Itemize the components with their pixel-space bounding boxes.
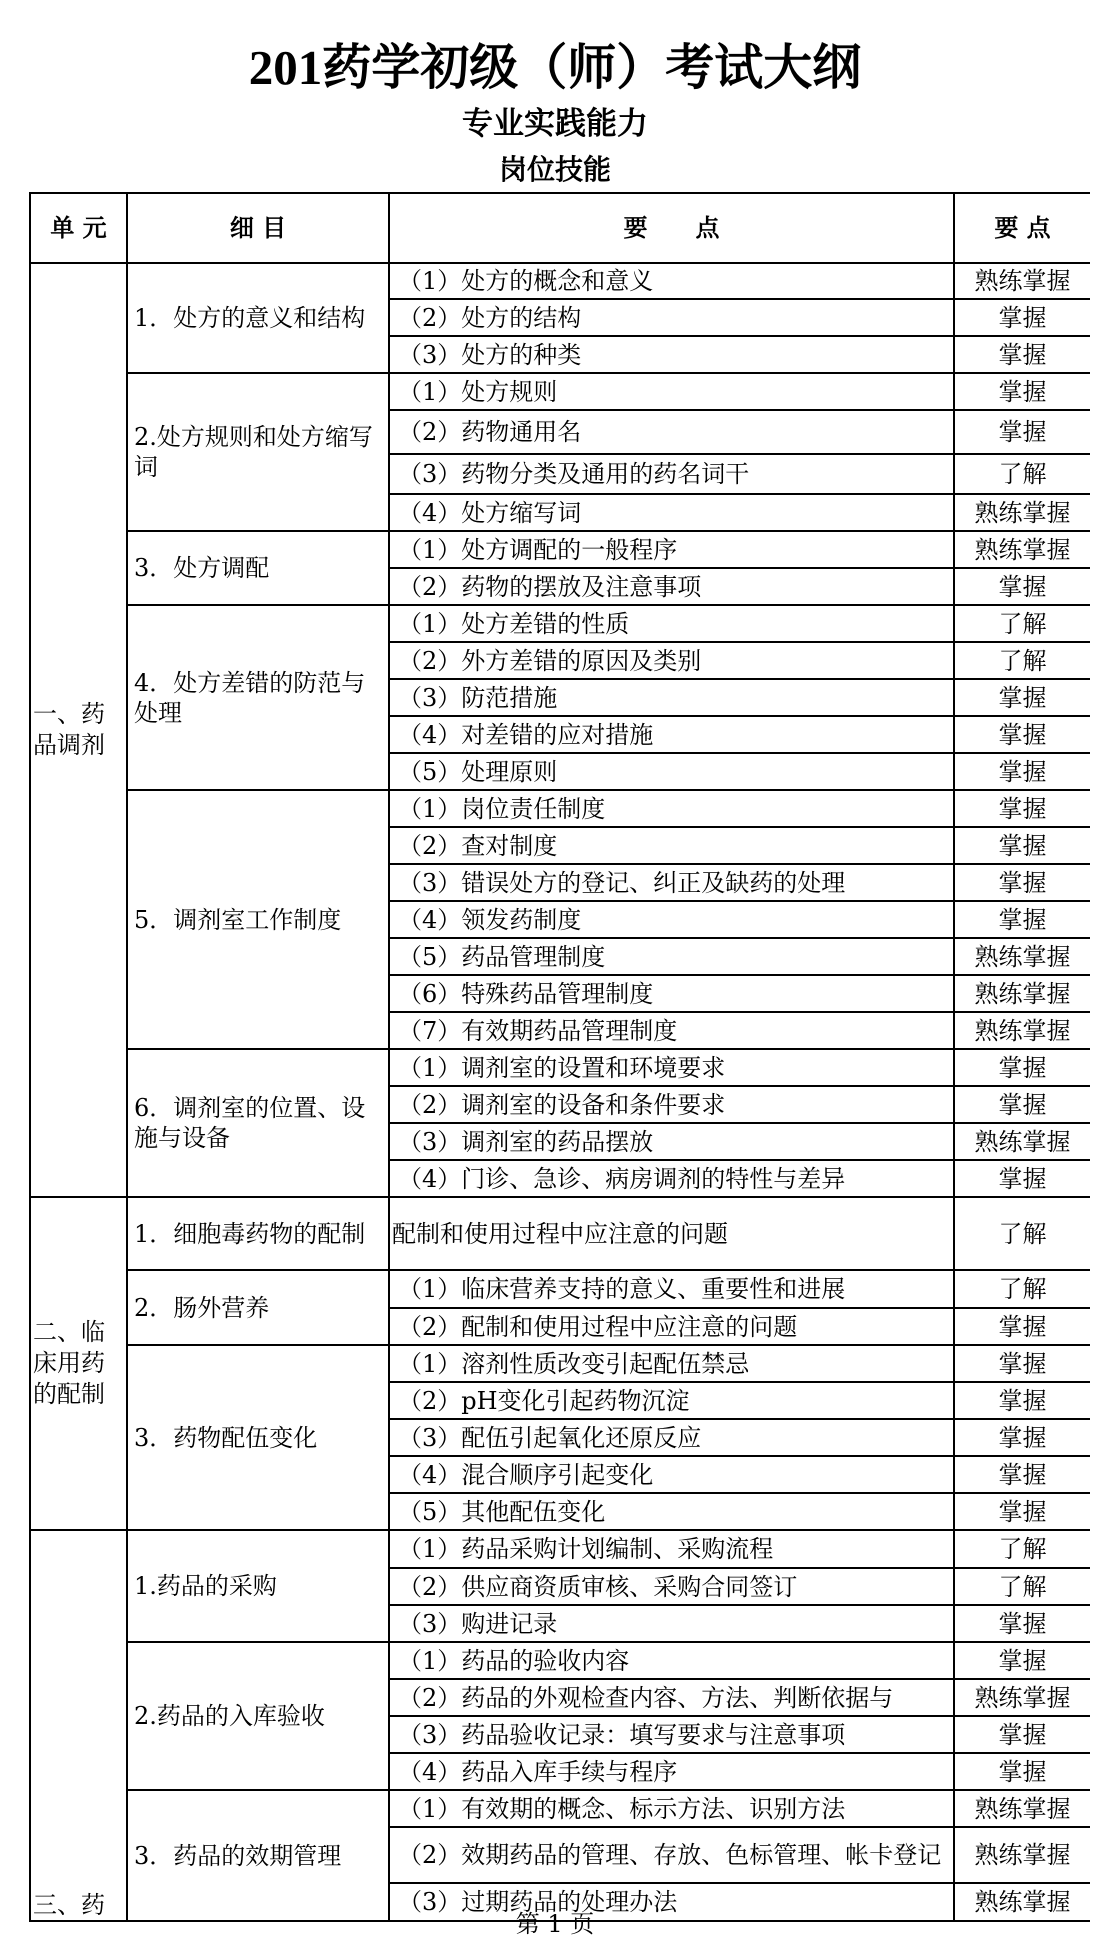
point-cell: （1）药品采购计划编制、采购流程 [389, 1530, 954, 1568]
point-cell: （3）调剂室的药品摆放 [389, 1123, 954, 1160]
level-cell: 熟练掌握 [954, 1790, 1090, 1827]
point-cell: （3）购进记录 [389, 1605, 954, 1642]
section-title: 岗位技能 [498, 153, 611, 186]
point-cell: （1）临床营养支持的意义、重要性和进展 [389, 1270, 954, 1308]
document-title: 201药学初级（师）考试大纲 [248, 40, 862, 95]
level-cell: 熟练掌握 [954, 494, 1090, 531]
point-cell: （4）门诊、急诊、病房调剂的特性与差异 [389, 1160, 954, 1197]
subitem-cell: 3．药物配伍变化 [127, 1345, 389, 1530]
point-cell: （5）其他配伍变化 [389, 1493, 954, 1530]
level-cell: 熟练掌握 [954, 1012, 1090, 1049]
level-cell: 了解 [954, 1530, 1090, 1568]
point-cell: （2）药物通用名 [389, 410, 954, 454]
point-cell: （2）配制和使用过程中应注意的问题 [389, 1308, 954, 1345]
table-row [30, 531, 1090, 568]
table-body [30, 263, 1090, 1921]
level-cell: 掌握 [954, 568, 1090, 605]
level-cell: 掌握 [954, 1605, 1090, 1642]
point-cell: （3）药品验收记录：填写要求与注意事项 [389, 1716, 954, 1753]
point-cell: （4）领发药制度 [389, 901, 954, 938]
point-cell: （1）处方规则 [389, 373, 954, 410]
level-cell: 掌握 [954, 1456, 1090, 1493]
level-cell: 掌握 [954, 1086, 1090, 1123]
point-cell: （3）处方的种类 [389, 336, 954, 373]
table-row [30, 1049, 1090, 1086]
level-cell: 掌握 [954, 1308, 1090, 1345]
level-cell: 熟练掌握 [954, 1679, 1090, 1716]
level-cell: 熟练掌握 [954, 1883, 1090, 1921]
point-cell: （2）处方的结构 [389, 299, 954, 336]
point-cell: （2）效期药品的管理、存放、色标管理、帐卡登记 [389, 1827, 954, 1883]
point-cell: （7）有效期药品管理制度 [389, 1012, 954, 1049]
header-row [30, 193, 1090, 263]
level-cell: 掌握 [954, 790, 1090, 827]
point-cell: （1）岗位责任制度 [389, 790, 954, 827]
level-cell: 了解 [954, 605, 1090, 642]
unit-cell: 一、药品调剂 [30, 263, 127, 1197]
level-cell: 掌握 [954, 1049, 1090, 1086]
point-cell: （1）药品的验收内容 [389, 1642, 954, 1679]
point-cell: （2）pH变化引起药物沉淀 [389, 1382, 954, 1419]
point-cell: （5）药品管理制度 [389, 938, 954, 975]
level-cell: 掌握 [954, 1642, 1090, 1679]
level-cell: 掌握 [954, 1753, 1090, 1790]
level-cell: 掌握 [954, 716, 1090, 753]
point-cell: （1）处方差错的性质 [389, 605, 954, 642]
point-cell: （2）药物的摆放及注意事项 [389, 568, 954, 605]
point-cell: （2）药品的外观检查内容、方法、判断依据与 [389, 1679, 954, 1716]
point-cell: （3）配伍引起氧化还原反应 [389, 1419, 954, 1456]
level-cell: 熟练掌握 [954, 1827, 1090, 1883]
level-cell: 掌握 [954, 1493, 1090, 1530]
level-cell: 掌握 [954, 753, 1090, 790]
table-row [30, 1345, 1090, 1382]
level-cell: 掌握 [954, 864, 1090, 901]
level-cell: 了解 [954, 1270, 1090, 1308]
point-cell: （2）调剂室的设备和条件要求 [389, 1086, 954, 1123]
unit-cell: 二、临床用药的配制 [30, 1197, 127, 1530]
point-cell: （2）查对制度 [389, 827, 954, 864]
header-unit: 单 元 [30, 193, 127, 263]
level-cell: 了解 [954, 1568, 1090, 1605]
header-subitem: 细 目 [127, 193, 389, 263]
header-points: 要 点 [389, 193, 954, 263]
table-row [30, 1790, 1090, 1827]
table-row [30, 605, 1090, 642]
point-cell: （3）药物分类及通用的药名词干 [389, 454, 954, 494]
point-cell: （5）处理原则 [389, 753, 954, 790]
point-cell: （1）有效期的概念、标示方法、识别方法 [389, 1790, 954, 1827]
point-cell: （1）溶剂性质改变引起配伍禁忌 [389, 1345, 954, 1382]
subitem-cell: 3．药品的效期管理 [127, 1790, 389, 1921]
point-cell: （4）处方缩写词 [389, 494, 954, 531]
point-cell: （3）防范措施 [389, 679, 954, 716]
subitem-cell: 5．调剂室工作制度 [127, 790, 389, 1049]
table-row [30, 1642, 1090, 1679]
point-cell: （6）特殊药品管理制度 [389, 975, 954, 1012]
point-cell: 配制和使用过程中应注意的问题 [389, 1197, 954, 1270]
level-cell: 掌握 [954, 679, 1090, 716]
point-cell: （3）错误处方的登记、纠正及缺药的处理 [389, 864, 954, 901]
level-cell: 熟练掌握 [954, 531, 1090, 568]
level-cell: 掌握 [954, 1160, 1090, 1197]
level-cell: 了解 [954, 454, 1090, 494]
level-cell: 掌握 [954, 1345, 1090, 1382]
level-cell: 了解 [954, 642, 1090, 679]
subitem-cell: 1.药品的采购 [127, 1530, 389, 1642]
level-cell: 掌握 [954, 827, 1090, 864]
point-cell: （4）混合顺序引起变化 [389, 1456, 954, 1493]
table-row [30, 263, 1090, 299]
point-cell: （1）处方的概念和意义 [389, 263, 954, 299]
level-cell: 掌握 [954, 299, 1090, 336]
subitem-cell: 6．调剂室的位置、设施与设备 [127, 1049, 389, 1197]
point-cell: （1）处方调配的一般程序 [389, 531, 954, 568]
level-cell: 掌握 [954, 1716, 1090, 1753]
subitem-cell: 2.药品的入库验收 [127, 1642, 389, 1790]
level-cell: 熟练掌握 [954, 1123, 1090, 1160]
level-cell: 掌握 [954, 1419, 1090, 1456]
subitem-cell: 1．细胞毒药物的配制 [127, 1197, 389, 1270]
header-level: 要 点 [954, 193, 1090, 263]
subitem-cell: 1．处方的意义和结构 [127, 263, 389, 373]
level-cell: 掌握 [954, 901, 1090, 938]
subitem-cell: 3．处方调配 [127, 531, 389, 605]
point-cell: （4）药品入库手续与程序 [389, 1753, 954, 1790]
point-cell: （1）调剂室的设置和环境要求 [389, 1049, 954, 1086]
subitem-cell: 4．处方差错的防范与处理 [127, 605, 389, 790]
document-subtitle: 专业实践能力 [462, 106, 648, 142]
level-cell: 掌握 [954, 410, 1090, 454]
level-cell: 掌握 [954, 1382, 1090, 1419]
page-number: 第 1 页 [515, 1910, 595, 1938]
level-cell: 熟练掌握 [954, 975, 1090, 1012]
level-cell: 掌握 [954, 373, 1090, 410]
level-cell: 熟练掌握 [954, 938, 1090, 975]
table-row [30, 1530, 1090, 1568]
unit-cell: 三、药 [30, 1530, 127, 1921]
table-row [30, 790, 1090, 827]
point-cell: （3）过期药品的处理办法 [389, 1883, 954, 1921]
syllabus-table-container [29, 192, 1090, 1934]
level-cell: 熟练掌握 [954, 263, 1090, 299]
table-row [30, 1197, 1090, 1270]
point-cell: （4）对差错的应对措施 [389, 716, 954, 753]
subitem-cell: 2.处方规则和处方缩写词 [127, 373, 389, 531]
subitem-cell: 2．肠外营养 [127, 1270, 389, 1345]
table-row [30, 373, 1090, 410]
table-row [30, 1270, 1090, 1308]
point-cell: （2）供应商资质审核、采购合同签订 [389, 1568, 954, 1605]
level-cell: 掌握 [954, 336, 1090, 373]
point-cell: （2）外方差错的原因及类别 [389, 642, 954, 679]
syllabus-table [29, 192, 1090, 1922]
level-cell: 了解 [954, 1197, 1090, 1270]
